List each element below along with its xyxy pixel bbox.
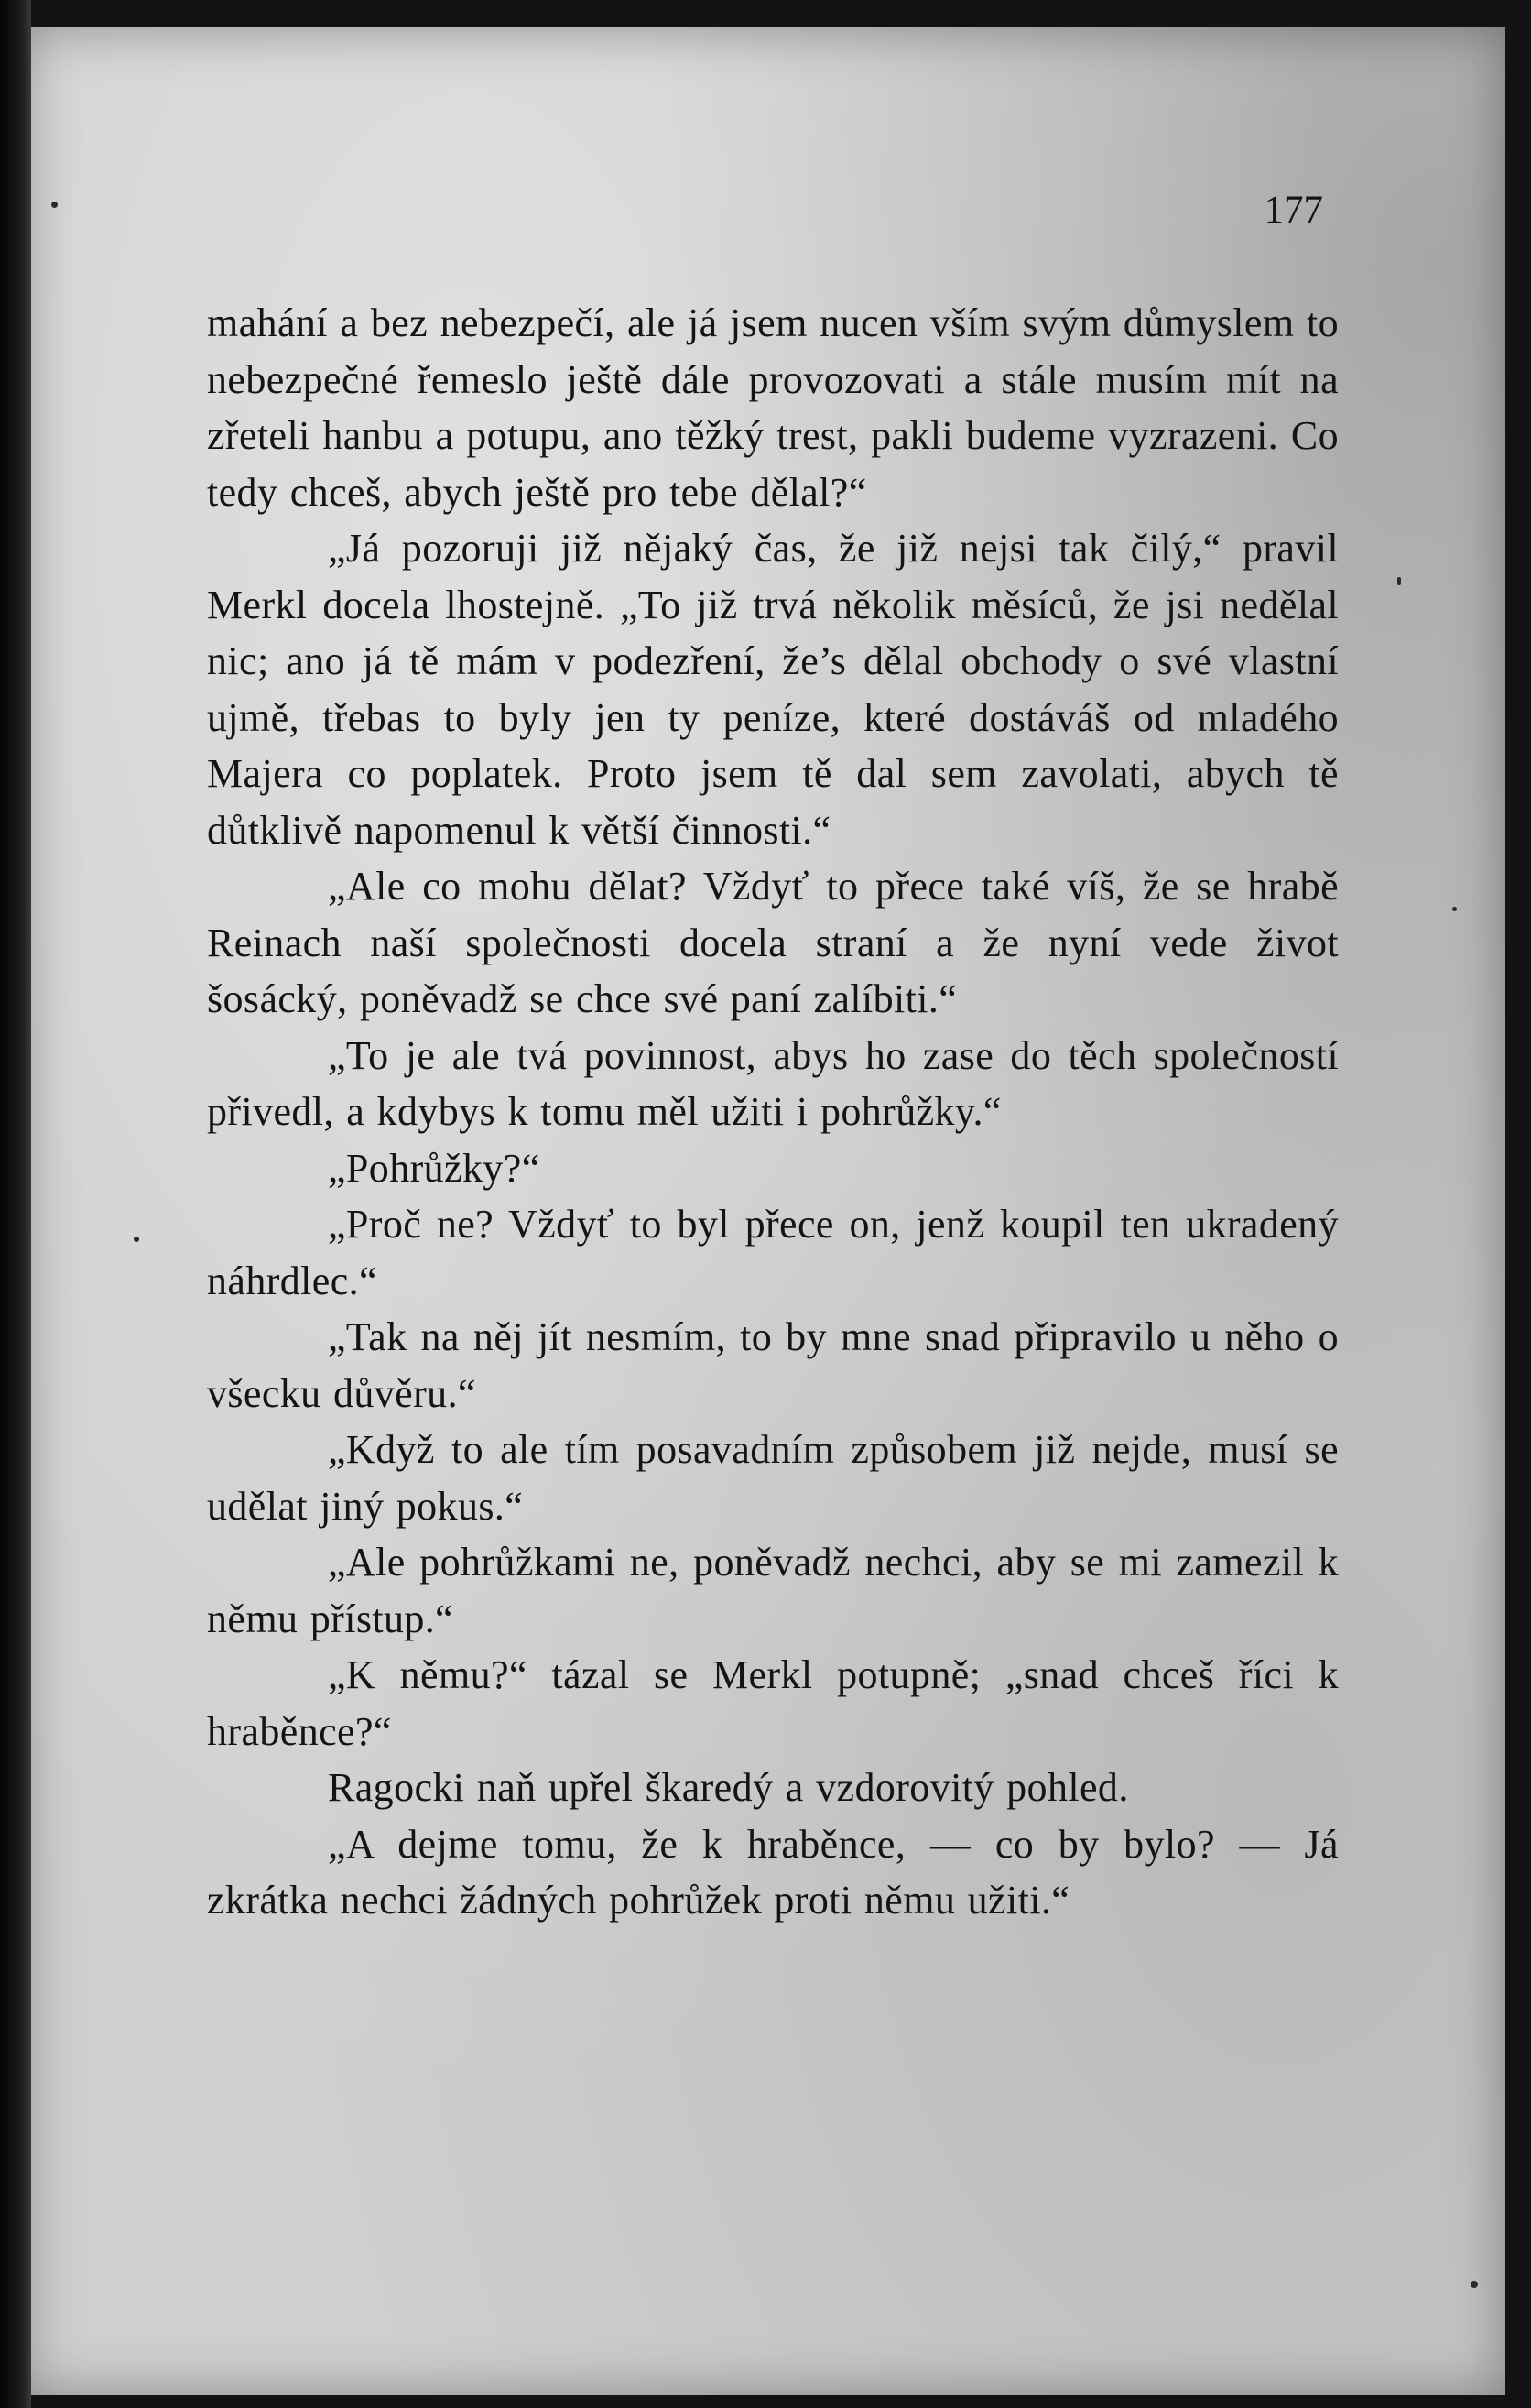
paragraph: „Já pozoruji již nějaký čas, že již nejsi tak čilý,“ pravil Merkl docela lhostejně. „To již trvá několik měsíců, že jsi nedělal nic; ano já tě mám v podezření, že’s dělal obchody o své vlastní ujmě, třebas to byly jen ty peníze, které dostáváš od mladého Majera co poplatek. Proto jsem tě dal sem zavolati, abych tě důtklivě napomenul k větší činnosti.“	[207, 526, 1339, 853]
paragraph: mahání a bez nebezpečí, ale já jsem nucen vším svým důmyslem to nebezpečné řemeslo ještě dále provozovati a stále musím mít na zřeteli hanbu a potupu, ano těžký trest, pakli budeme vyzrazeni. Co tedy chceš, abych ještě pro tebe dělal?“	[207, 300, 1339, 515]
ink-speck	[1452, 907, 1457, 911]
book-spine-edge	[0, 0, 31, 2408]
paragraph: „K němu?“ tázal se Merkl potupně; „snad chceš říci k hraběnce?“	[207, 1652, 1339, 1754]
ink-speck	[51, 202, 58, 208]
page-number: 177	[1264, 189, 1323, 232]
paragraph: „Proč ne? Vždyť to byl přece on, jenž koupil ten ukradený náhrdlec.“	[207, 1202, 1339, 1303]
paragraph: „To je ale tvá povinnost, abys ho zase do těch společností přivedl, a kdybys k tomu měl užiti i pohrůžky.“	[207, 1032, 1339, 1134]
paragraph: „Ale pohrůžkami ne, poněvadž nechci, aby se mi zamezil k němu přístup.“	[207, 1540, 1339, 1641]
paragraph: „A dejme tomu, že k hraběnce, — co by bylo? — Já zkrátka nechci žádných pohrůžek proti němu užiti.“	[207, 1821, 1339, 1923]
paragraph: Ragocki naň upřel škaredý a vzdorovitý pohled.	[328, 1765, 1129, 1810]
paragraph: „Pohrůžky?“	[328, 1145, 540, 1191]
paragraph: „Tak na něj jít nesmím, to by mne snad připravilo u něho o všecku důvěru.“	[207, 1314, 1339, 1416]
paragraph: „Když to ale tím posavadním způsobem již nejde, musí se udělat jiný pokus.“	[207, 1427, 1339, 1529]
ink-speck	[1471, 2281, 1478, 2288]
ink-speck	[1397, 577, 1401, 585]
body-text	[207, 295, 1339, 1929]
ink-speck	[134, 1237, 139, 1242]
paragraph: „Ale co mohu dělat? Vždyť to přece také víš, že se hrabě Reinach naší společnosti docela straní a že nyní vede život šosácký, poněvadž se chce své paní zalíbiti.“	[207, 864, 1339, 1021]
